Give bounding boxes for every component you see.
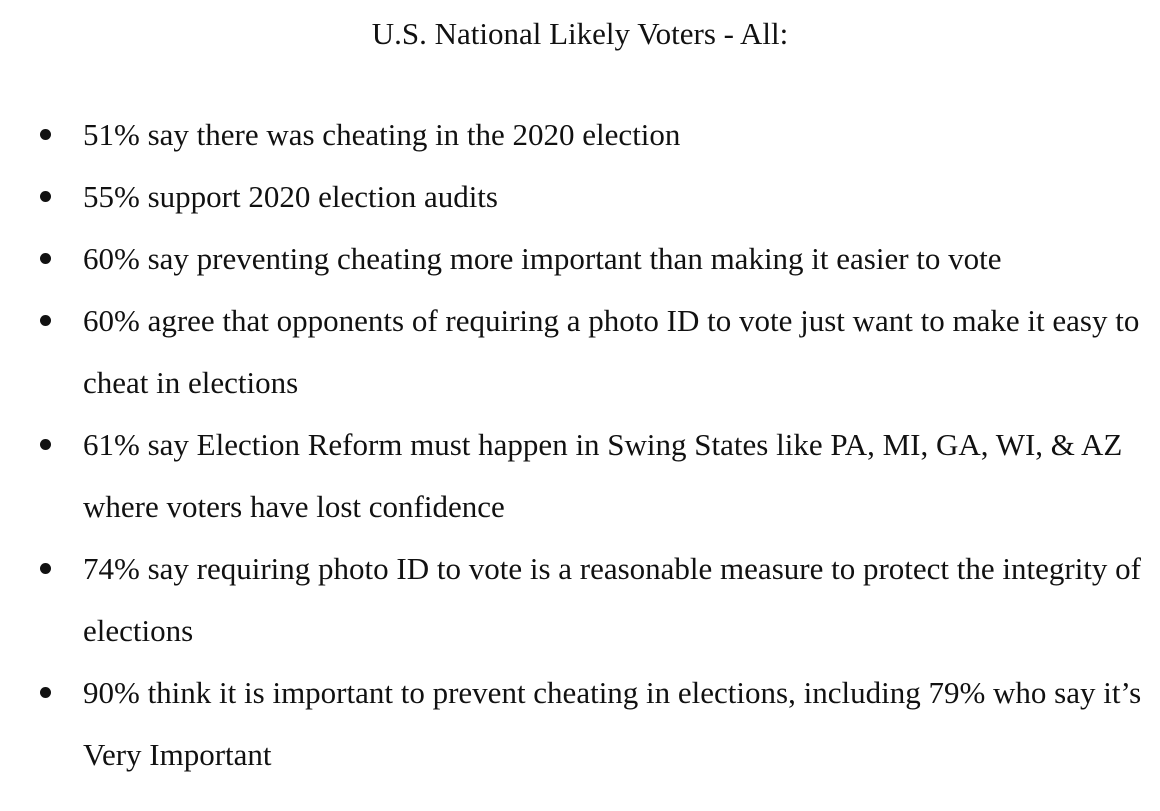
- list-item: [0, 290, 1160, 414]
- list-item-text: 51% say there was cheating in the 2020 election: [83, 117, 681, 152]
- list-item: [0, 104, 1160, 166]
- bullet-icon: [40, 315, 51, 326]
- list-item-text: 60% agree that opponents of requiring a photo ID to vote just want to make it easy to cheat in elections: [83, 303, 1140, 400]
- list-item-text: 61% say Election Reform must happen in Swing States like PA, MI, GA, WI, & AZ where voters have lost confidence: [83, 427, 1123, 524]
- list-item: [0, 662, 1160, 786]
- list-item: [0, 538, 1160, 662]
- list-item: [0, 228, 1160, 290]
- bullet-icon: [40, 687, 51, 698]
- bullet-list: [0, 104, 1160, 786]
- list-item-text: 55% support 2020 election audits: [83, 179, 498, 214]
- bullet-icon: [40, 563, 51, 574]
- bullet-icon: [40, 439, 51, 450]
- bullet-icon: [40, 191, 51, 202]
- list-item-text: 90% think it is important to prevent cheating in elections, including 79% who say it’s Very Important: [83, 675, 1142, 772]
- list-item-text: 60% say preventing cheating more important than making it easier to vote: [83, 241, 1002, 276]
- list-item: [0, 414, 1160, 538]
- bullet-icon: [40, 253, 51, 264]
- list-item: [0, 166, 1160, 228]
- list-item-text: 74% say requiring photo ID to vote is a reasonable measure to protect the integrity of elections: [83, 551, 1141, 648]
- bullet-icon: [40, 129, 51, 140]
- document-title: U.S. National Likely Voters - All:: [371, 16, 789, 51]
